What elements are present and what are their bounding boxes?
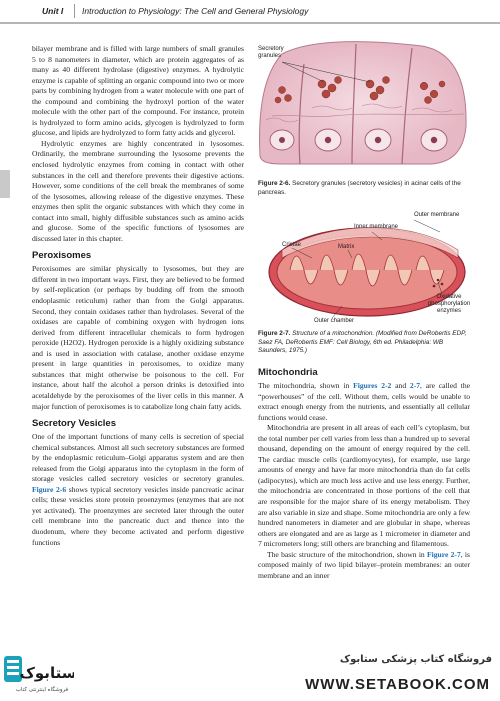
running-title: Introduction to Physiology: The Cell and General Physiology bbox=[82, 6, 309, 16]
page-side-tab bbox=[0, 170, 10, 198]
label-inner-membrane: Inner membrane bbox=[354, 224, 399, 230]
figure-2-6-caption-text: Secretory granules (secretory vesicles) in acinar cells of the pancreas. bbox=[258, 180, 461, 196]
mitochondria-paragraph-3 bbox=[258, 550, 470, 582]
heading-mitochondria: Mitochondria bbox=[258, 367, 318, 378]
figure-2-6-number: Figure 2-6. bbox=[258, 180, 291, 187]
secretory-paragraph bbox=[32, 432, 244, 548]
figure-2-2-link[interactable]: Figures 2-2 bbox=[353, 381, 392, 390]
logo-subtitle: فروشگاه اینترنتی کتاب bbox=[15, 687, 69, 693]
peroxisomes-paragraph: Peroxisomes are similar physically to lysosomes, but they are different in two important ways. First, they are believed to be formed by self-replication (or perhaps by budding off from the smooth endoplasmic reticulum) rather than from the Golgi apparatus. Second, they contain oxidases rather than hydrolases. Several of the oxidases are capable of combining oxygen with hydrogen ions derived from different intracellular chemicals to form hydrogen peroxide (H2O2). Hydrogen peroxide is a highly oxidizing substance and is used in association with catalase, another oxidase enzyme present in large quantities in peroxisomes, to oxidize many substances that might otherwise be poisonous to the cell. For instance, about half the alcohol a person drinks is detoxified into acetaldehyde by the peroxisomes of the liver cells in this manner. A major function of peroxisomes is to catabolize long chain fatty acids. bbox=[32, 264, 244, 411]
figure-2-7-illustration bbox=[262, 210, 477, 325]
mitochondria-paragraph-1 bbox=[258, 381, 470, 423]
header-divider bbox=[74, 4, 75, 18]
lysosome-paragraph-cont: bilayer membrane and is filled with large numbers of small granules 5 to 8 nanometers in diameter, which are protein aggregates of as many as 40 different hydrolase (digestive) enzymes. A hydrolytic enzyme is capable of splitting an organic compound into two or more parts by combining hydrogen from a water molecule with one part of the compound and combining the hydroxyl portion of the water molecule with the other part of the compound. For instance, protein is hydrolyzed to form amino acids, glycogen is hydrolyzed to form glucose, and lipids are hydrolyzed to form fatty acids and glycerol. bbox=[32, 44, 244, 138]
mito-p3-text-b: , is composed mainly of two lipid bilayer–protein membranes: an outer membrane and an inner bbox=[258, 549, 470, 580]
secretory-text-b: shows typical secretory vesicles inside pancreatic acinar cells; these vesicles store protein proenzymes (enzymes that are not yet activated). The proenzymes are secreted later through the outer cell membrane into the pancreatic duct and thence into the duodenum, where they become activated and perform digestive functions bbox=[32, 484, 244, 547]
right-column bbox=[258, 367, 470, 581]
label-oxidative-phosphorylation-enzymes: Oxidative phosphorylation enzymes bbox=[427, 294, 471, 314]
lysosome-paragraph-2: Hydrolytic enzymes are highly concentrated in lysosomes. Ordinarily, the membrane surrounding the lysosome prevents the enclosed hydrolytic enzymes from coming in contact with other substances in the cell and therefore prevents their digestive actions. However, some conditions of the cell break the membranes of some of the lysosomes, allowing release of the digestive enzymes. These enzymes then split the organic substances with which they come in contact into small, highly diffusible substances such as amino acids and glucose. Some of the specific functions of lysosomes are discussed later in this chapter. bbox=[32, 138, 244, 243]
logo-wordmark: ستابوک bbox=[19, 664, 74, 682]
figure-2-6-caption bbox=[258, 180, 470, 197]
setabook-logo[interactable] bbox=[4, 654, 74, 696]
mitochondria-paragraph-2: Mitochondria are present in all areas of each cell’s cytoplasm, but the total number per cell varies from less than a hundred up to several thousand, depending on the amount of energy required by the cell. The cardiac muscle cells (cardiomyocytes), for example, use large amounts of energy and have far more mitochondria than do fat cells (adipocytes), which are much less active and use less energy. Further, the mitochondria are concentrated in those portions of the cell that are responsible for the major share of its energy metabolism. They are also variable in size and shape. Some mitochondria are only a few hundred nanometers in diameter and are globular in shape, whereas others are elongated and are as large as 1 micrometer in diameter and 7 micrometers long; still others are branching and filamentous. bbox=[258, 423, 470, 549]
mito-p3-text-a: The basic structure of the mitochondrion, shown in bbox=[267, 549, 427, 559]
figure-2-7-link-2[interactable]: Figure 2-7 bbox=[427, 549, 461, 559]
label-secretory-granules: Secretory granules bbox=[258, 46, 284, 59]
store-name-fa: فروشگاه کتاب پزشکی ستابوک bbox=[339, 654, 492, 665]
label-outer-chamber: Outer chamber bbox=[314, 318, 355, 324]
figure-2-7-caption bbox=[258, 330, 470, 356]
mito-text-and: and bbox=[391, 381, 410, 390]
store-url[interactable]: WWW.SETABOOK.COM bbox=[305, 676, 490, 693]
mito-text-b: , are called the “powerhouses” of the cell. Without them, cells would be unable to extract enough energy from the nutrients, and essentially all cellular functions would cease. bbox=[258, 381, 470, 422]
left-column bbox=[32, 44, 244, 548]
heading-peroxisomes: Peroxisomes bbox=[32, 250, 92, 262]
figure-2-7-link[interactable]: 2-7 bbox=[409, 381, 421, 390]
figure-2-7-caption-text: Structure of a mitochondrion. (Modified from DeRobertis EDP, Saez FA, DeRobertis EMF: Cell Biology, 6th ed. Philadelphia: WB Saunders, 1975.) bbox=[258, 330, 467, 355]
mito-text-a: The mitochondria, shown in bbox=[258, 381, 354, 390]
figure-2-6-illustration bbox=[252, 36, 472, 171]
unit-label: Unit I bbox=[42, 6, 64, 16]
heading-secretory-vesicles: Secretory Vesicles bbox=[32, 418, 116, 430]
label-cristae: Cristae bbox=[282, 242, 302, 248]
figure-2-6-link[interactable]: Figure 2-6 bbox=[32, 484, 67, 494]
secretory-text-a: One of the important functions of many cells is secretion of special chemical substances. Almost all such secretory substances are formed by the endoplasmic reticulum–Golgi apparatus system and are then released from the Golgi apparatus into the cytoplasm in the form of storage vesicles called secretory vesicles or secretory granules. bbox=[32, 432, 244, 484]
figure-2-7-number: Figure 2-7. bbox=[258, 330, 291, 337]
header-rule bbox=[0, 22, 500, 24]
running-header bbox=[0, 0, 500, 24]
label-outer-membrane: Outer membrane bbox=[414, 212, 460, 218]
label-matrix: Matrix bbox=[338, 244, 355, 250]
setabook-logo-mark bbox=[4, 654, 74, 696]
